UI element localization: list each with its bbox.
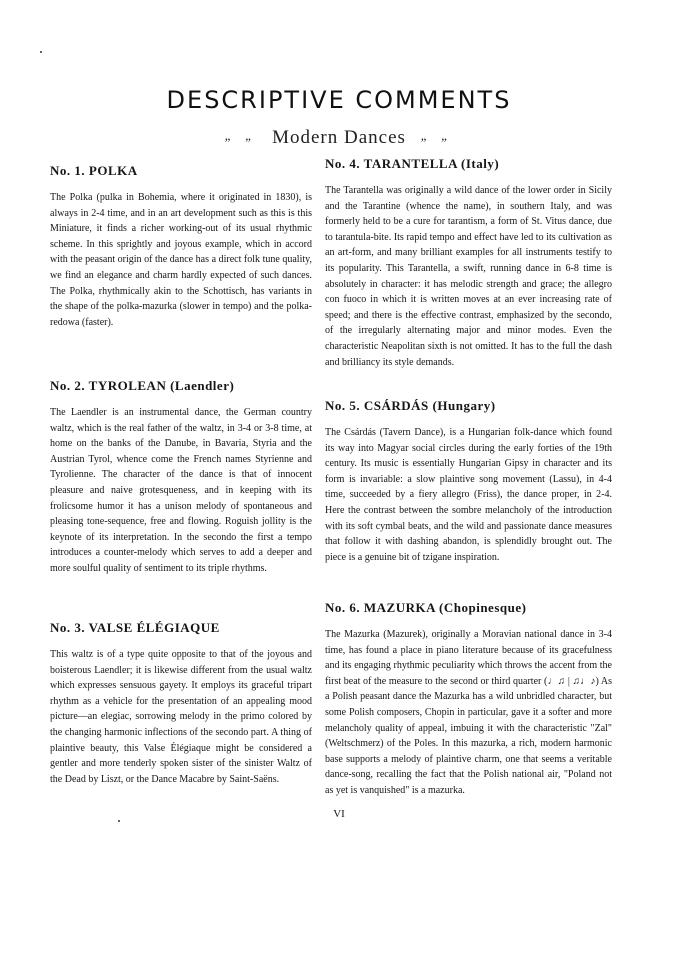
section-tyrolean [50,378,312,577]
section-body: This waltz is of a type quite opposite to that of the joyous and boisterous Laendler; it is likewise different from the usual waltz which expresses sensuous gayety. It employs its graceful tripart rhythm as a vehicle for the presentation of an appealing mood picture—an elegiac, sorrowing melody in the primo colored by the changing harmonic inflections of the secondo part. A thing of plaintive beauty, this Valse Élégiaque might be considered a gentler and more tenderly spoken sister of the sinister Waltz of the Dead by Liszt, or the Dance Macabre by Saint-Saëns. [50,649,312,785]
speck-mark [118,820,120,822]
section-body: The Tarantella was originally a wild dance of the lower order in Sicily and the Tarantine (whence the name), in southern Italy, and was formerly held to be a cure for tarantism, a form of St. Vitus dance, due to tarantula-bite. Its rapid tempo and effect have led to its cultivation as an art-form, and many brilliant examples for all instruments testify to its popularity. This Tarantella, a swift, running dance in 6-8 time is absolutely in character: it has melodic strength and grace; the allegro con fuoco in which it is written moves at an ever increasing rate of speed; and there is the effective contrast, emphasized by the secondo, of the irregularly alternating major and minor modes. Even the characteristic Neapolitan sixth is not omitted. It has to the full the dash and brilliancy its style demands. [325,185,612,368]
section-heading: No. 2. TYROLEAN (Laendler) [50,378,235,393]
section-tarantella [325,156,612,370]
section-polka [50,163,312,330]
section-heading: No. 3. VALSE ÉLÉGIAQUE [50,620,220,635]
section-heading: No. 1. POLKA [50,163,138,178]
page-number: VI [333,808,345,820]
page-subtitle: Modern Dances [272,127,406,148]
speck-mark [40,51,42,53]
section-body: The Csárdás (Tavern Dance), is a Hungarian folk-dance which found its way into Magyar social circles during the early forties of the 19th century. Its music is essentially Hungarian Gipsy in character and its form is invariable: a slow plaintive song movement (Lassu), in 4-4 time, succeeded by a fiery allegro (Friss), the dance proper, in 2-4. Here the contrast between the sombre melancholy of the introduction with its soft cymbal beats, and the wild and passionate dance measures that follow it with dashing abandon, is splendidly brought out. The piece is a genuine bit of tzigane inspiration. [325,427,612,563]
page-title: DESCRIPTIVE COMMENTS [166,86,512,114]
section-heading: No. 4. TARANTELLA (Italy) [325,156,500,171]
subtitle-row [0,127,678,149]
section-body: The Mazurka (Mazurek), originally a Moravian national dance in 3-4 time, has found a place in piano literature because of its gracefulness and its engaging rhythmic peculiarity which throws the accent from the first beat of the measure to the second or third quarter (♩♫ | ♫♩♪) As a Polish peasant dance the Mazurka has a wild unbridled character, but some Polish composers, Chopin in particular, gave it a softer and more melancholy quality of appeal, imbuing it with the characteristic "Zal" (Weltschmerz) of the Poles. In this mazurka, a rich, modern harmonic base supports a melody of plaintive charm, one that seems a veritable dance-song, recalling the fact that the Polish national air, "Poland not as yet is vanquished" is a mazurka. [325,629,612,796]
section-body: The Laendler is an instrumental dance, the German country waltz, which is the real father of the waltz, in 3-4 or 3-8 time, at home on the banks of the Danube, in Bavaria, Styria and the Austrian Tyrol, whence come the French names Styrienne and Tyrolienne. The character of the dance is that of innocent pleasure and naive grotesqueness, and in keeping with its frolicsome humor it has a unison melody of spontaneous and pleasing tone-sequence, free and flowing. Roguish jollity is the keynote of its interpretation. In the secondo the first a tempo introduces a counter-melody which serves to add a deeper and more soulful quality of sentiment to its triple rhythms. [50,407,312,574]
section-valse [50,620,312,787]
section-csardas [325,398,612,565]
section-body: The Polka (pulka in Bohemia, where it originated in 1830), is always in 2-4 time, and in an art development such as this is this Miniature, it finds a richer working-out of its usual rhythmic scheme. In this sprightly and joyous example, which in accord with the peasant origin of the dance has a direct folk tune quality, we find an elegance and charm hardly expected of such dances. The Polka, rhythmically akin to the Schottisch, has variants in the shape of the polka-mazurka (slower in tempo) and the polka-redowa (faster). [50,192,312,328]
ornament-left: „ „ [224,128,258,143]
section-mazurka [325,600,612,799]
section-heading: No. 6. MAZURKA (Chopinesque) [325,600,527,615]
section-heading: No. 5. CSÁRDÁS (Hungary) [325,398,496,413]
ornament-right: „ „ [420,128,454,143]
